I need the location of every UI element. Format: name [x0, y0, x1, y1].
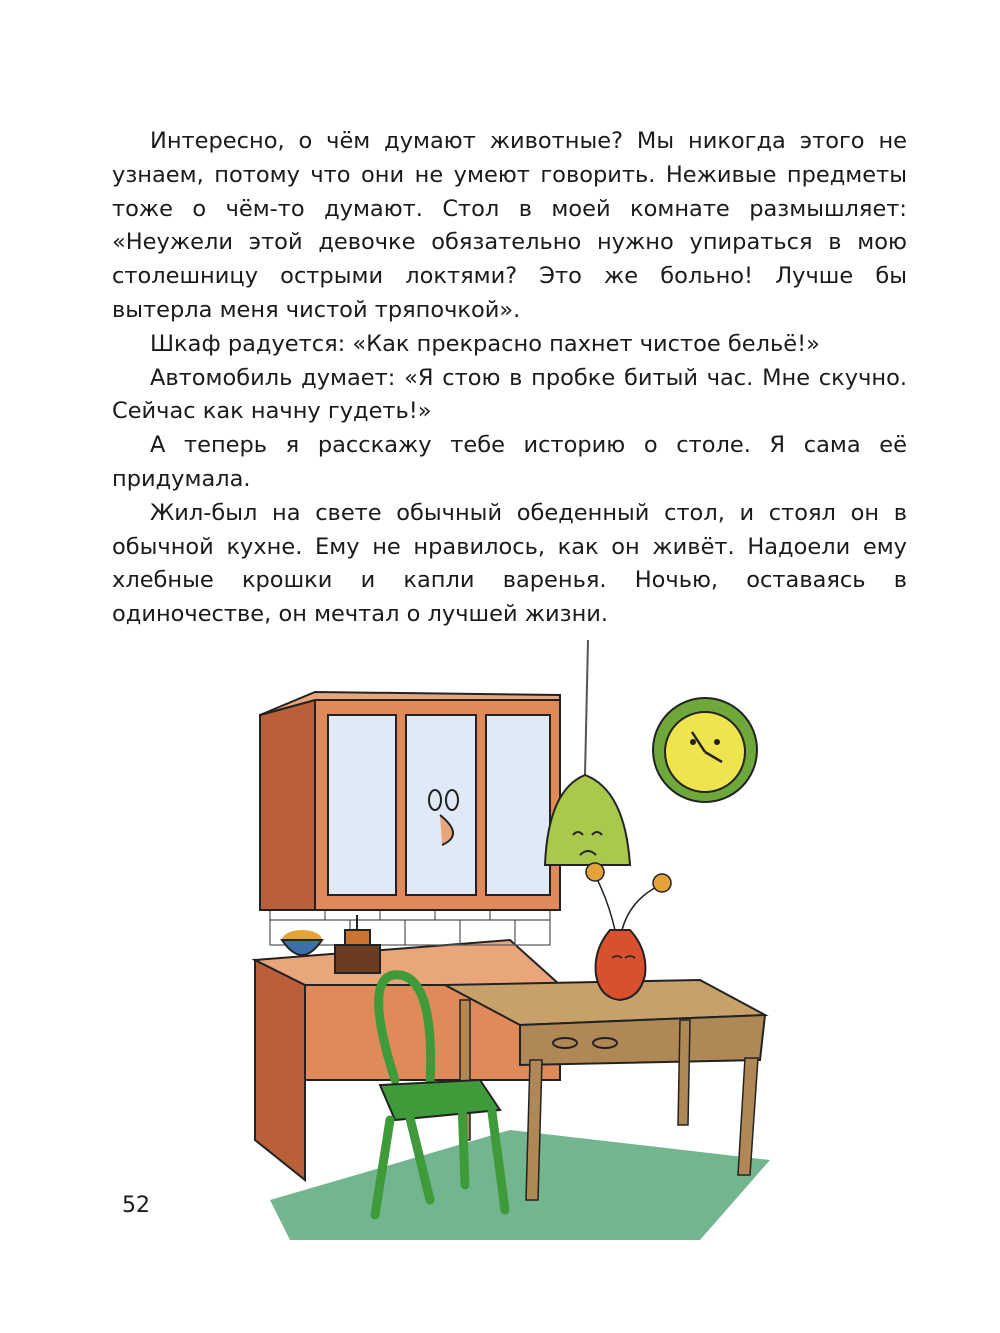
bowl [282, 930, 322, 955]
paragraph-5: Жил-был на свете обычный обеденный стол, и стоял он в обычной кухне. Ему не нравилось, как он живёт. Надоели ему хлебные крошки и капли варенья. Ночью, оставаясь в одиночестве, он мечтал о лучшей жизни. [112, 499, 907, 628]
coffee-grinder [335, 915, 380, 973]
rug [270, 1130, 770, 1240]
wall-cabinet [260, 692, 560, 910]
paragraph-2: Шкаф радуется: «Как прекрасно пахнет чистое бельё!» [150, 330, 820, 357]
paragraph-3: Автомобиль думает: «Я стою в пробке битый час. Мне скучно. Сейчас как начну гудеть!» [112, 364, 907, 425]
paragraph-4: А теперь я расскажу тебе историю о столе. Я сама её придумала. [112, 432, 907, 492]
paragraph-1: Интересно, о чём думают животные? Мы никогда этого не узнаем, потому что они не умеют говорить. Неживые предметы тоже о чём-то думают. Стол в моей комнате размышляет: «Неужели этой девочке обязательно нужно упираться в мою столешницу острыми локтями? Это же больно! Лучше бы вытерла меня чистой тряпочкой». [112, 128, 907, 323]
wall-clock [653, 698, 757, 802]
kitchen-illustration [230, 640, 790, 1245]
vase-with-flowers [586, 863, 671, 1000]
story-text [112, 125, 907, 632]
page-number: 52 [122, 1193, 150, 1218]
